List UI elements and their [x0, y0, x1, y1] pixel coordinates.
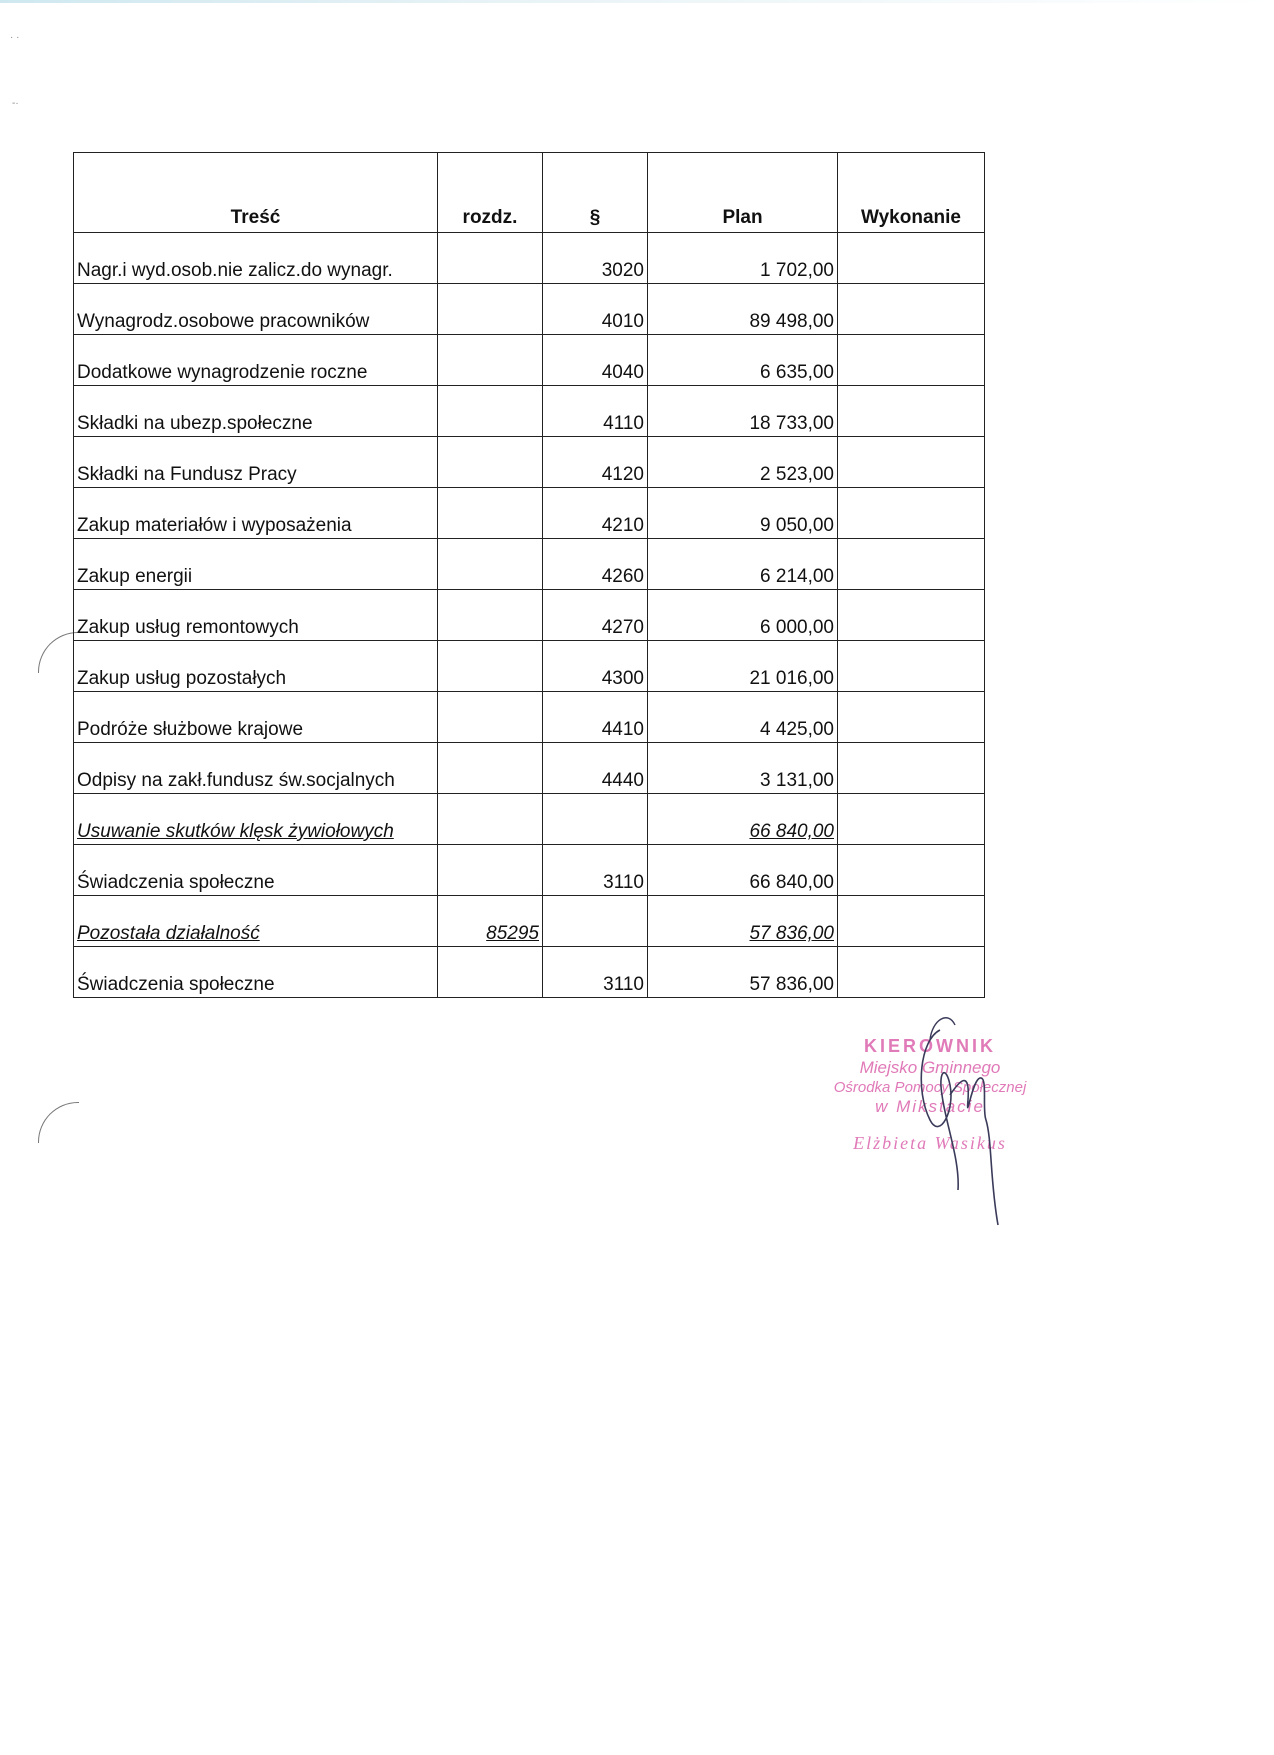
cell-plan: 66 840,00 [648, 794, 838, 845]
budget-table [73, 152, 985, 998]
cell-plan: 89 498,00 [648, 284, 838, 335]
cell-paragraf: 4110 [543, 386, 648, 437]
header-tresc: Treść [74, 153, 438, 233]
cell-wykonanie [838, 284, 985, 335]
header-rozdz: rozdz. [438, 153, 543, 233]
cell-rozdz [438, 590, 543, 641]
cell-wykonanie [838, 692, 985, 743]
cell-tresc: Pozostała działalność [74, 896, 438, 947]
cell-paragraf: 4040 [543, 335, 648, 386]
cell-paragraf [543, 896, 648, 947]
cell-rozdz [438, 488, 543, 539]
cell-paragraf: 4440 [543, 743, 648, 794]
cell-tresc: Zakup usług remontowych [74, 590, 438, 641]
cell-tresc: Świadczenia społeczne [74, 845, 438, 896]
stamp-line-place: w Mikstacie [875, 1097, 985, 1116]
cell-rozdz: 85295 [438, 896, 543, 947]
cell-tresc: Podróże służbowe krajowe [74, 692, 438, 743]
cell-plan: 57 836,00 [648, 896, 838, 947]
table-row [74, 437, 985, 488]
table-row [74, 692, 985, 743]
cell-plan: 6 635,00 [648, 335, 838, 386]
table-row [74, 947, 985, 998]
cell-wykonanie [838, 233, 985, 284]
cell-plan: 2 523,00 [648, 437, 838, 488]
cell-wykonanie [838, 794, 985, 845]
scan-speck: · · [10, 32, 20, 43]
table-row [74, 845, 985, 896]
table-row-section [74, 794, 985, 845]
cell-plan: 1 702,00 [648, 233, 838, 284]
cell-paragraf: 4410 [543, 692, 648, 743]
table-row [74, 335, 985, 386]
cell-rozdz [438, 539, 543, 590]
cell-rozdz [438, 284, 543, 335]
table-row [74, 233, 985, 284]
cell-wykonanie [838, 896, 985, 947]
scan-speck: -· [12, 98, 19, 109]
cell-paragraf: 3110 [543, 947, 648, 998]
cell-wykonanie [838, 641, 985, 692]
cell-rozdz [438, 335, 543, 386]
cell-rozdz [438, 845, 543, 896]
cell-paragraf: 4270 [543, 590, 648, 641]
cell-rozdz [438, 641, 543, 692]
header-paragraf: § [543, 153, 648, 233]
cell-plan: 6 214,00 [648, 539, 838, 590]
stamp-line-title: KIEROWNIK [864, 1036, 996, 1056]
cell-tresc: Świadczenia społeczne [74, 947, 438, 998]
cell-rozdz [438, 233, 543, 284]
cell-wykonanie [838, 437, 985, 488]
cell-plan: 9 050,00 [648, 488, 838, 539]
cell-paragraf: 3020 [543, 233, 648, 284]
handwritten-signature [900, 1000, 1010, 1230]
stamp-line-office-2: Ośrodka Pomocy Społecznej [833, 1079, 1027, 1096]
cell-wykonanie [838, 743, 985, 794]
cell-wykonanie [838, 845, 985, 896]
table-row [74, 590, 985, 641]
cell-paragraf: 3110 [543, 845, 648, 896]
cell-tresc: Dodatkowe wynagrodzenie roczne [74, 335, 438, 386]
cell-tresc: Zakup usług pozostałych [74, 641, 438, 692]
cell-paragraf: 4210 [543, 488, 648, 539]
cell-rozdz [438, 437, 543, 488]
table-row-section [74, 896, 985, 947]
scan-edge [0, 0, 1274, 3]
cell-paragraf: 4260 [543, 539, 648, 590]
cell-wykonanie [838, 539, 985, 590]
table-row [74, 539, 985, 590]
cell-tresc: Nagr.i wyd.osob.nie zalicz.do wynagr. [74, 233, 438, 284]
table-row [74, 641, 985, 692]
cell-wykonanie [838, 488, 985, 539]
cell-plan: 4 425,00 [648, 692, 838, 743]
cell-rozdz [438, 794, 543, 845]
cell-rozdz [438, 743, 543, 794]
cell-plan: 66 840,00 [648, 845, 838, 896]
cell-tresc: Usuwanie skutków klęsk żywiołowych [74, 794, 438, 845]
table-header-row [74, 153, 985, 233]
stamp-line-office: Miejsko Gminnego [859, 1058, 1001, 1077]
cell-tresc: Wynagrodz.osobowe pracowników [74, 284, 438, 335]
cell-tresc: Składki na Fundusz Pracy [74, 437, 438, 488]
header-plan: Plan [648, 153, 838, 233]
cell-tresc: Zakup energii [74, 539, 438, 590]
table-row [74, 488, 985, 539]
cell-paragraf: 4010 [543, 284, 648, 335]
cell-rozdz [438, 947, 543, 998]
cell-rozdz [438, 386, 543, 437]
cell-plan: 57 836,00 [648, 947, 838, 998]
cell-paragraf [543, 794, 648, 845]
table-body [74, 233, 985, 998]
cell-wykonanie [838, 386, 985, 437]
cell-paragraf: 4120 [543, 437, 648, 488]
cell-tresc: Zakup materiałów i wyposażenia [74, 488, 438, 539]
cell-tresc: Odpisy na zakł.fundusz św.socjalnych [74, 743, 438, 794]
cell-paragraf: 4300 [543, 641, 648, 692]
stamp-line-name: Elżbieta Wasikus [853, 1133, 1007, 1153]
cell-wykonanie [838, 947, 985, 998]
cell-wykonanie [838, 590, 985, 641]
cell-plan: 18 733,00 [648, 386, 838, 437]
cell-tresc: Składki na ubezp.społeczne [74, 386, 438, 437]
cell-plan: 21 016,00 [648, 641, 838, 692]
header-wykonanie: Wykonanie [838, 153, 985, 233]
cell-rozdz [438, 692, 543, 743]
punch-hole-mark [38, 1102, 79, 1143]
cell-plan: 6 000,00 [648, 590, 838, 641]
table-row [74, 284, 985, 335]
cell-plan: 3 131,00 [648, 743, 838, 794]
table-row [74, 386, 985, 437]
table-row [74, 743, 985, 794]
cell-wykonanie [838, 335, 985, 386]
